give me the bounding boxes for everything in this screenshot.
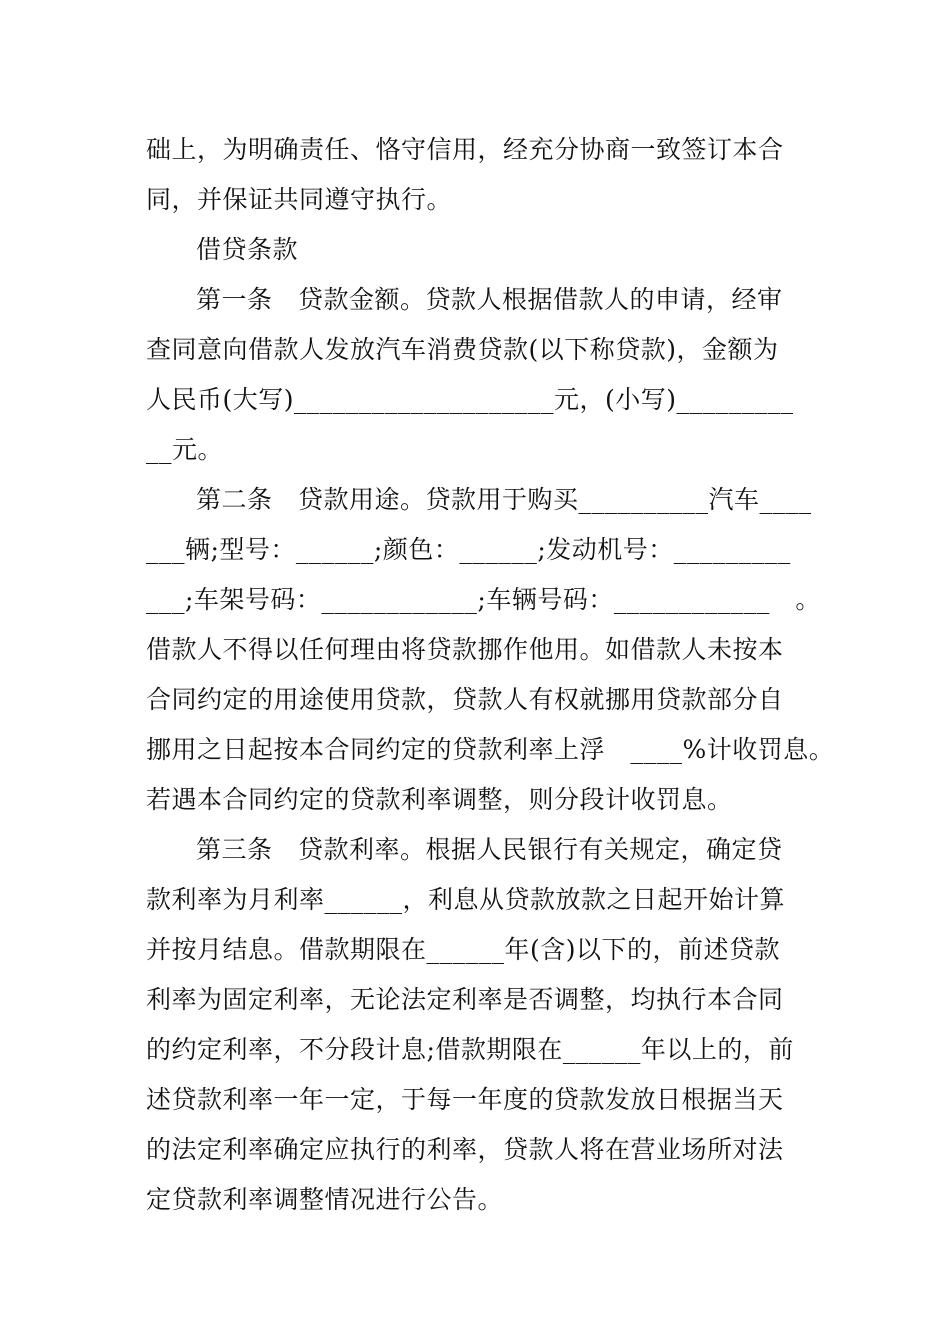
text-line: ___辆;型号：______;颜色：______;发动机号：_________ — [146, 535, 791, 564]
text-line: 同，并保证共同遵守执行。 — [146, 185, 453, 214]
text-line: 挪用之日起按本合同约定的贷款利率上浮 ____%计收罚息。 — [146, 735, 835, 764]
text-line: 若遇本合同约定的贷款利率调整，则分段计收罚息。 — [146, 785, 733, 814]
clause-heading-3: 第三条 贷款利率。根据人民银行有关规定，确定贷 — [196, 835, 783, 864]
text-line: ___;车架号码：____________;车辆号码：____________ 。 — [146, 585, 821, 614]
text-line: 础上，为明确责任、恪守信用，经充分协商一致签订本合 — [146, 135, 784, 164]
text-line: 的法定利率确定应执行的利率，贷款人将在营业场所对法 — [146, 1135, 784, 1164]
text-line: 查同意向借款人发放汽车消费贷款(以下称贷款)，金额为 — [146, 335, 779, 364]
text-line: 并按月结息。借款期限在______年(含)以下的，前述贷款 — [146, 935, 781, 964]
text-line: 的约定利率，不分段计息;借款期限在______年以上的，前 — [146, 1035, 794, 1064]
clause-heading-1: 第一条 贷款金额。贷款人根据借款人的申请，经审 — [196, 285, 783, 314]
text-line: 定贷款利率调整情况进行公告。 — [146, 1185, 504, 1214]
text-line: 合同约定的用途使用贷款，贷款人有权就挪用贷款部分自 — [146, 685, 784, 714]
section-heading: 借贷条款 — [196, 235, 299, 264]
text-line: 人民币(大写)____________________元，(小写)_________ — [146, 385, 794, 414]
text-line: 款利率为月利率______，利息从贷款放款之日起开始计算 — [146, 885, 786, 914]
text-line: 利率为固定利率，无论法定利率是否调整，均执行本合同 — [146, 985, 784, 1014]
text-line: 借款人不得以任何理由将贷款挪作他用。如借款人未按本 — [146, 635, 784, 664]
clause-heading-2: 第二条 贷款用途。贷款用于购买__________汽车____ — [196, 485, 812, 514]
text-line: 述贷款利率一年一定，于每一年度的贷款发放日根据当天 — [146, 1085, 784, 1114]
text-line: __元。 — [146, 435, 224, 464]
